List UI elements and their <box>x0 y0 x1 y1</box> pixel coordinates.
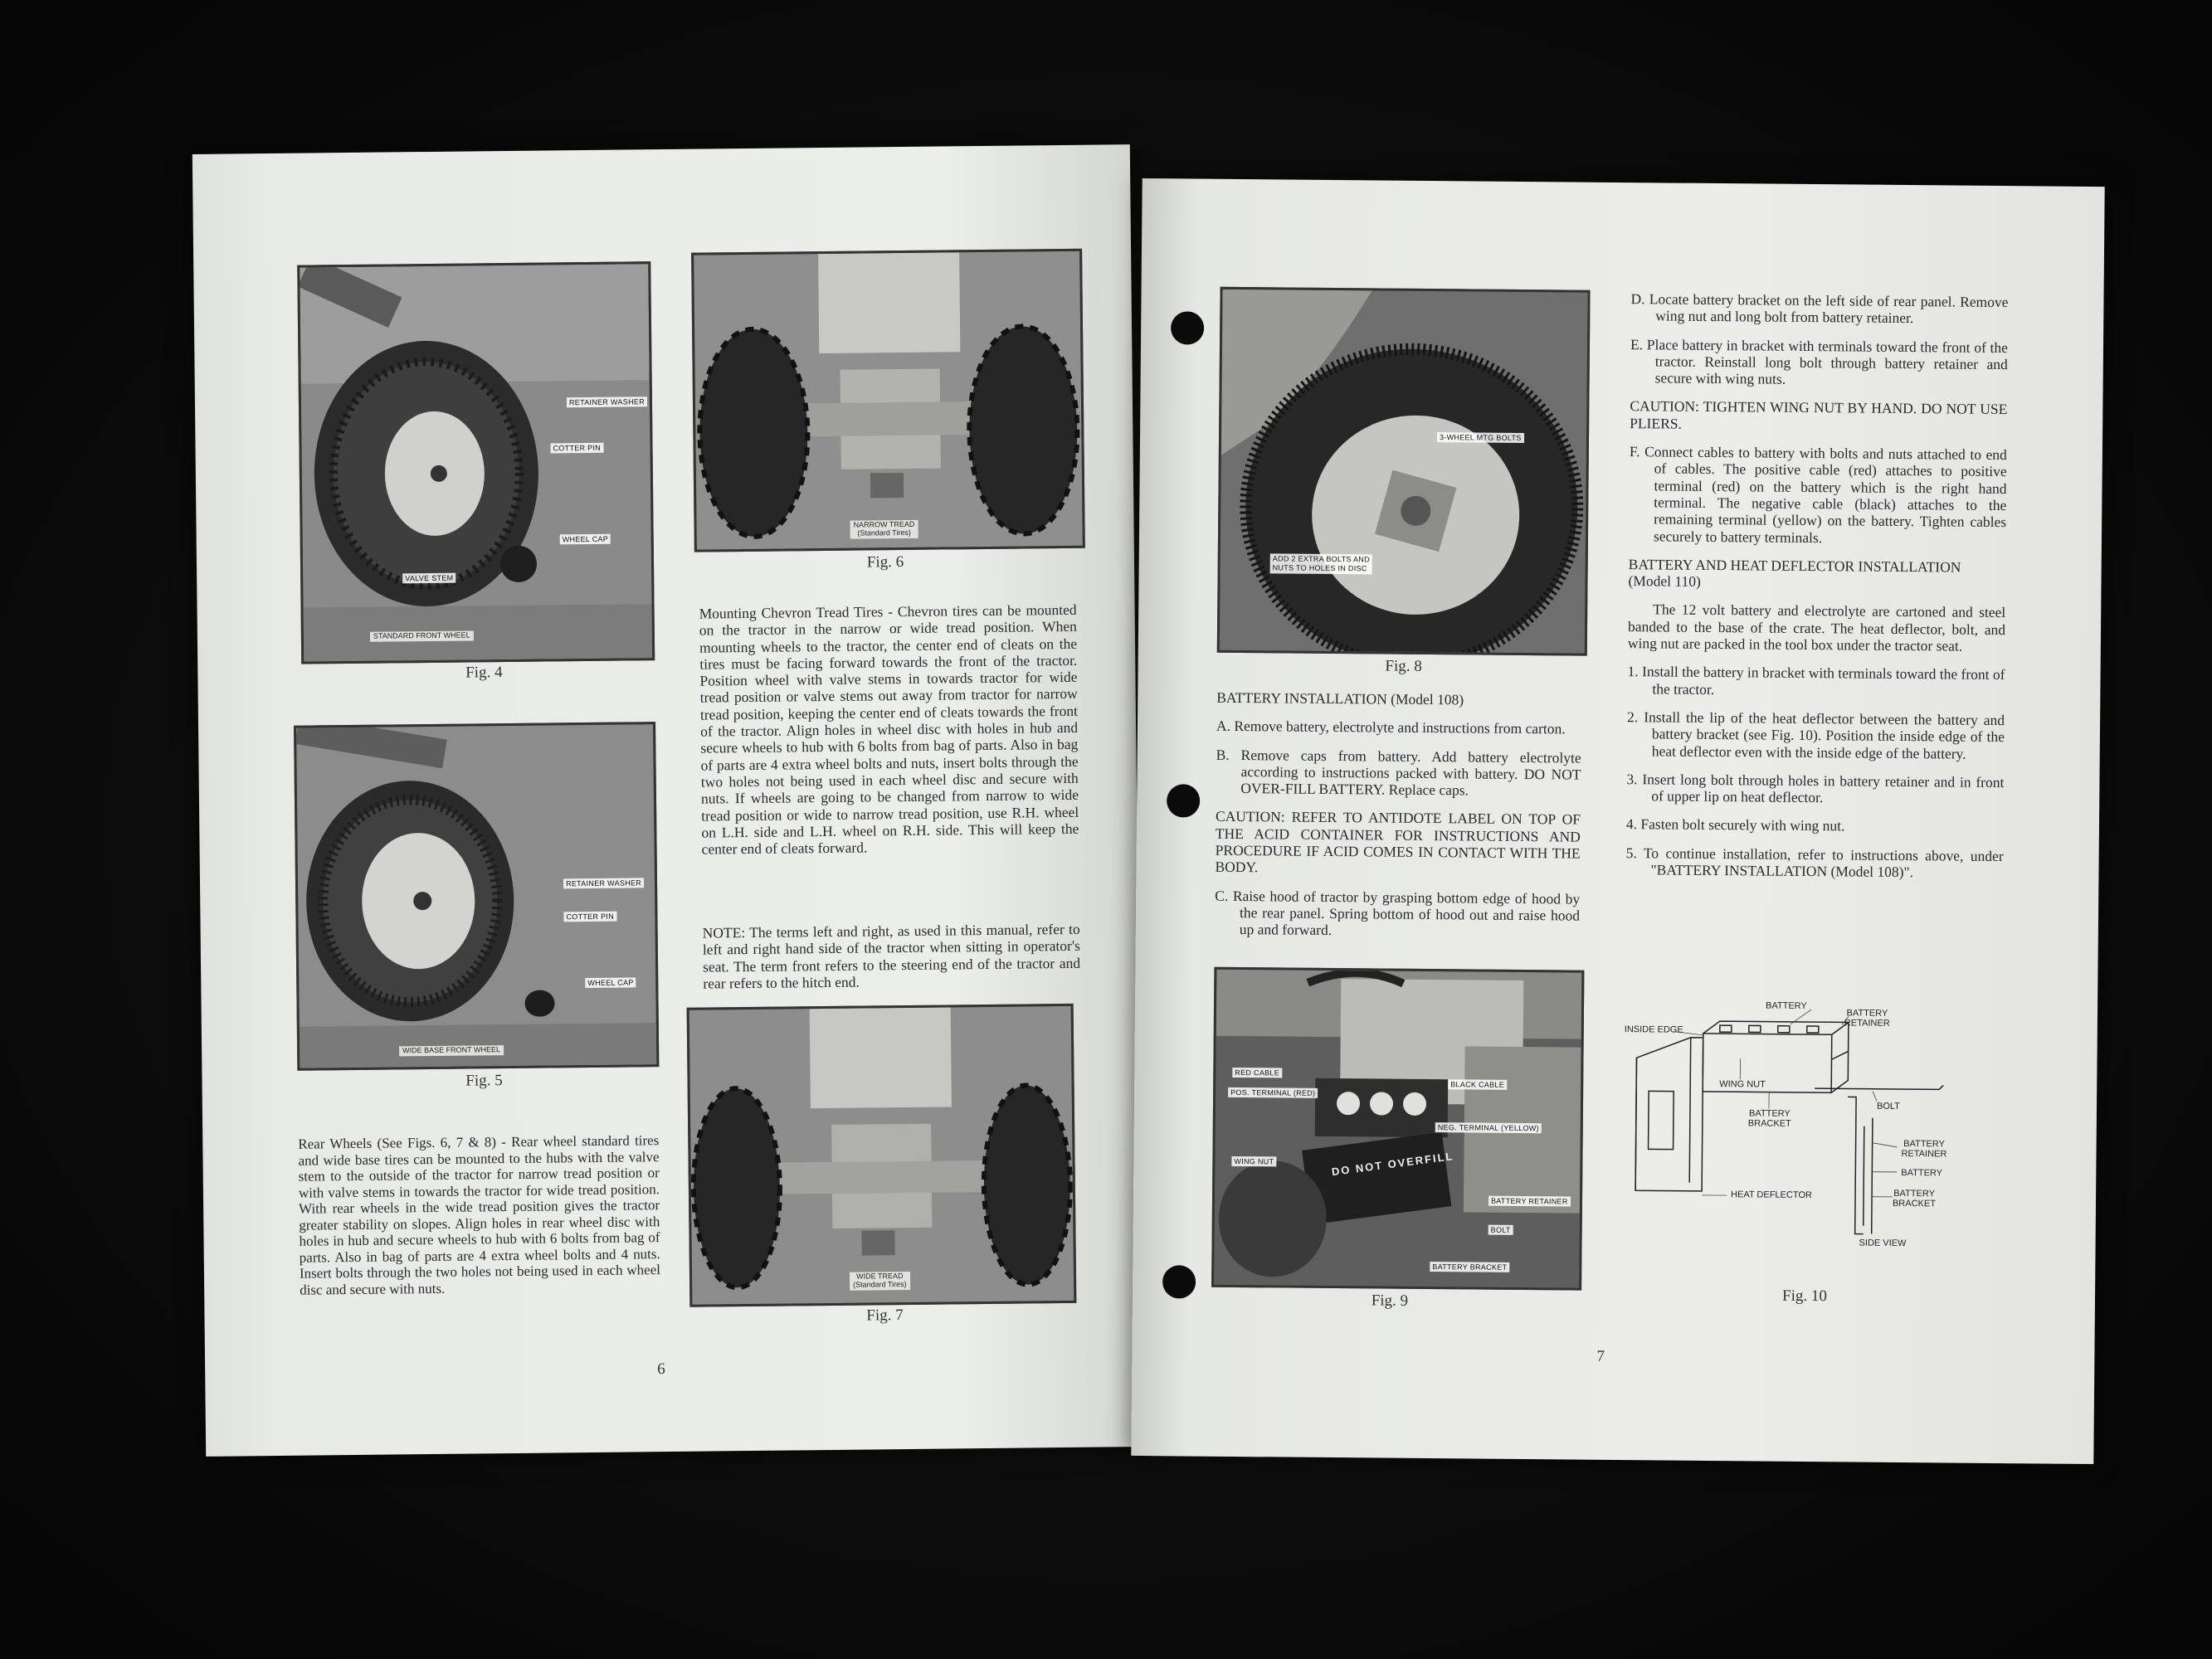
fig7-illustration <box>689 1006 1074 1305</box>
fig10-label-bracket-line2: BRACKET <box>1747 1118 1791 1129</box>
caution-wing-nut: CAUTION: TIGHTEN WING NUT BY HAND. DO NOT USE PLIERS. <box>1630 397 2008 432</box>
fig9-callout-retainer: BATTERY RETAINER <box>1488 1196 1571 1207</box>
fig10-label-heat-deflector: HEAT DEFLECTOR <box>1731 1190 1812 1201</box>
fig9-callout-pos: POS. TERMINAL (RED) <box>1228 1087 1318 1098</box>
battery-heading: BATTERY INSTALLATION (Model 108) <box>1216 688 1464 708</box>
note-text: NOTE: The terms left and right, as used in this manual, refer to left and right hand side of the tractor when sitting in operator's seat. The term front refers to the steering end of the tractor and rear refers to the hitch end. <box>702 920 1081 992</box>
fig5-illustration <box>296 724 656 1068</box>
heat-step-5: 5. To continue installation, refer to instructions above, under "BATTERY INSTALLATION (Model 108)". <box>1625 844 2004 881</box>
fig10-label-side-view: SIDE VIEW <box>1859 1238 1907 1249</box>
fig10-label-side-retainer <box>1901 1139 1946 1160</box>
right-page <box>1131 178 2104 1464</box>
step-d: D. Locate battery bracket on the left side of rear panel. Remove wing nut and long bolt from battery retainer. <box>1630 290 2009 327</box>
fig10-label-bracket-line1: BATTERY <box>1749 1108 1791 1119</box>
fig4-callout-cap: WHEEL CAP <box>560 534 611 545</box>
fig9-callout-wingnut: WING NUT <box>1231 1156 1276 1166</box>
fig4-caption: STANDARD FRONT WHEEL <box>370 630 474 641</box>
fig9-label: Fig. 9 <box>1371 1292 1409 1310</box>
fig5-callout-cotter: COTTER PIN <box>563 912 616 922</box>
fig6-illustration <box>694 251 1083 550</box>
fig10-label-wing-nut: WING NUT <box>1719 1079 1766 1090</box>
fig10-label-side-battery: BATTERY <box>1901 1167 1943 1179</box>
heat-heading-line1: BATTERY AND HEAT DEFLECTOR INSTALLATION <box>1628 555 1961 576</box>
fig10-label-side-bracket-line1: BATTERY <box>1893 1188 1935 1199</box>
fig6-caption-line2: (Standard Tires) <box>857 528 911 538</box>
step-a: A. Remove battery, electrolyte and instructions from carton. <box>1216 718 1566 737</box>
fig6-caption <box>850 520 918 539</box>
fig5-caption: WIDE BASE FRONT WHEEL <box>399 1045 504 1056</box>
fig4-callout-retainer: RETAINER WASHER <box>567 397 647 407</box>
heat-step-3: 3. Insert long bolt through holes in battery retainer and in front of upper lip on heat deflector. <box>1626 770 2005 806</box>
fig10-label-bolt: BOLT <box>1876 1101 1900 1112</box>
binder-hole-bottom <box>1162 1265 1196 1298</box>
fig8-callout-add-line1: ADD 2 EXTRA BOLTS AND <box>1272 554 1370 564</box>
caution-acid: CAUTION: REFER TO ANTIDOTE LABEL ON TOP OF THE ACID CONTAINER FOR INSTRUCTIONS AND PROCEDURE IF ACID COMES IN CONTACT WITH THE BODY. <box>1215 808 1581 876</box>
fig5-callout-cap: WHEEL CAP <box>585 977 636 988</box>
fig10-label-side-bracket-line2: BRACKET <box>1892 1198 1937 1209</box>
fig6-label: Fig. 6 <box>866 553 904 572</box>
right-column-text <box>1625 290 2008 893</box>
binder-hole-middle <box>1167 784 1200 817</box>
fig5-callout-retainer: RETAINER WASHER <box>563 878 644 888</box>
fig7-label: Fig. 7 <box>866 1306 904 1325</box>
fig4-callout-cotter: COTTER PIN <box>550 443 603 454</box>
fig9-callout-red: RED CABLE <box>1232 1068 1282 1078</box>
fig10-label-retainer-line1: BATTERY <box>1846 1008 1888 1019</box>
binder-hole-top <box>1171 311 1204 344</box>
left-page-number: 6 <box>657 1360 665 1379</box>
step-c: C. Raise hood of tractor by grasping bottom edge of hood by the rear panel. Spring bottom of hood out and raise hood up and forward. <box>1215 887 1581 939</box>
fig4-illustration <box>300 264 652 661</box>
battery-install-text <box>1215 689 1582 952</box>
left-page <box>192 144 1143 1457</box>
fig10-label-side-retainer-line1: BATTERY <box>1903 1139 1945 1150</box>
step-f: F. Connect cables to battery with bolts and nuts attached to end of cables. The positive cable (red) attaches to positive terminal (red) on the battery which is the right hand terminal. The negative cable (black) attaches to the remaining terminal (yellow) on the battery. Tighten cables securely to battery terminals. <box>1629 443 2007 546</box>
right-page-number: 7 <box>1596 1347 1605 1365</box>
heat-intro: The 12 volt battery and electrolyte are cartoned and steel banded to the base of the crate. The heat deflector, bolt, and wing nut are packed in the tool box under the tractor seat. <box>1627 601 2006 654</box>
fig7-caption <box>850 1272 910 1291</box>
fig5-label: Fig. 5 <box>465 1072 503 1090</box>
rear-wheels-text: Rear Wheels (See Figs. 6, 7 & 8) - Rear wheel standard tires and wide base tires can be mounted to the hubs with the valve stem to the outside of the tractor for narrow tread position or with valve stems in towards the tractor for wide tread position. With rear wheels in the wide tread position gives the tractor greater stability on slopes. Align holes in rear wheel disc with holes in hub and secure wheels to hub with 6 bolts from bag of parts. Also in bag of parts are 4 extra wheel bolts and 4 nuts. Insert bolts through the two holes not being used in each wheel disc and secure with nuts. <box>298 1132 661 1298</box>
fig9-photo <box>1211 967 1584 1291</box>
heat-heading <box>1628 556 2005 593</box>
fig8-callout-add-line2: NUTS TO HOLES IN DISC <box>1272 563 1367 573</box>
heat-step-2: 2. Install the lip of the heat deflector between the battery and battery bracket (see Fig. 10). Position the inside edge of the heat deflector even with the inside edge of the battery. <box>1627 708 2005 762</box>
fig8-illustration <box>1220 289 1588 654</box>
fig10-label-inside-edge: INSIDE EDGE <box>1624 1024 1683 1035</box>
fig7-caption-line1: WIDE TREAD <box>856 1272 904 1281</box>
fig10-diagram <box>1622 1000 1998 1277</box>
fig10-line-art <box>1622 1000 1998 1277</box>
fig9-callout-neg: NEG. TERMINAL (YELLOW) <box>1435 1122 1542 1133</box>
fig6-photo <box>691 249 1085 552</box>
fig9-callout-bracket: BATTERY BRACKET <box>1430 1262 1509 1272</box>
fig9-callout-bolt: BOLT <box>1488 1225 1513 1235</box>
fig10-label: Fig. 10 <box>1781 1287 1828 1306</box>
fig8-photo <box>1217 287 1591 656</box>
fig10-label-retainer <box>1844 1008 1890 1029</box>
fig8-callout-add <box>1270 553 1372 574</box>
fig10-label-side-bracket <box>1893 1189 1936 1209</box>
heat-step-1: 1. Install the battery in bracket with terminals toward the front of the tractor. <box>1627 663 2005 698</box>
fig10-label-battery: BATTERY <box>1766 1000 1807 1011</box>
fig8-callout-bolts: 3-WHEEL MTG BOLTS <box>1437 432 1524 443</box>
fig4-photo <box>297 261 655 664</box>
step-b: B. Remove caps from battery. Add battery electrolyte according to instructions packed with battery. DO NOT OVER-FILL BATTERY. Replace caps. <box>1216 746 1581 799</box>
chevron-text: Mounting Chevron Tread Tires - Chevron tires can be mounted on the tractor in the narrow or wide tread position. When mounting wheels to the tractor, the center end of cleats on the tires must be facing forward towards the front of the tractor. Position wheel with valve stems in towards tractor for wide tread position or valve stems out away from tractor for narrow tread position, keeping the center end of cleats towards the front of the tractor. Align holes in wheel disc with holes in hub and secure wheels to hub with 6 bolts from bag of parts. Also in bag of parts are 4 extra wheel bolts and nuts, insert bolts through the two holes not being used in each wheel disc and secure with nuts. If wheels are going to be changed from narrow to wide tread position or wide to narrow tread position, use R.H. wheel on L.H. side and L.H. wheel on R.H. side. This will keep the center end of cleats forward. <box>699 601 1079 858</box>
fig10-label-retainer-line2: RETAINER <box>1844 1018 1890 1029</box>
fig9-battery-print: DO NOT OVERFILL <box>1331 1150 1455 1179</box>
fig7-photo <box>687 1004 1077 1307</box>
heat-step-4: 4. Fasten bolt securely with wing nut. <box>1625 815 1845 834</box>
heat-heading-line2: (Model 110) <box>1628 572 1701 591</box>
fig8-label: Fig. 8 <box>1385 657 1422 675</box>
fig10-label-bracket <box>1748 1108 1791 1129</box>
fig6-caption-line1: NARROW TREAD <box>853 519 915 529</box>
fig10-label-side-retainer-line2: RETAINER <box>1901 1149 1947 1160</box>
fig9-callout-black: BLACK CABLE <box>1448 1079 1507 1090</box>
fig5-photo <box>294 722 659 1071</box>
fig7-caption-line2: (Standard Tires) <box>853 1279 907 1289</box>
step-e: E. Place battery in bracket with terminals toward the front of the tractor. Reinstall long bolt through battery retainer and secure with wing nuts. <box>1630 335 2009 387</box>
fig4-label: Fig. 4 <box>465 664 503 682</box>
fig4-callout-valve: VALVE STEM <box>402 573 456 584</box>
